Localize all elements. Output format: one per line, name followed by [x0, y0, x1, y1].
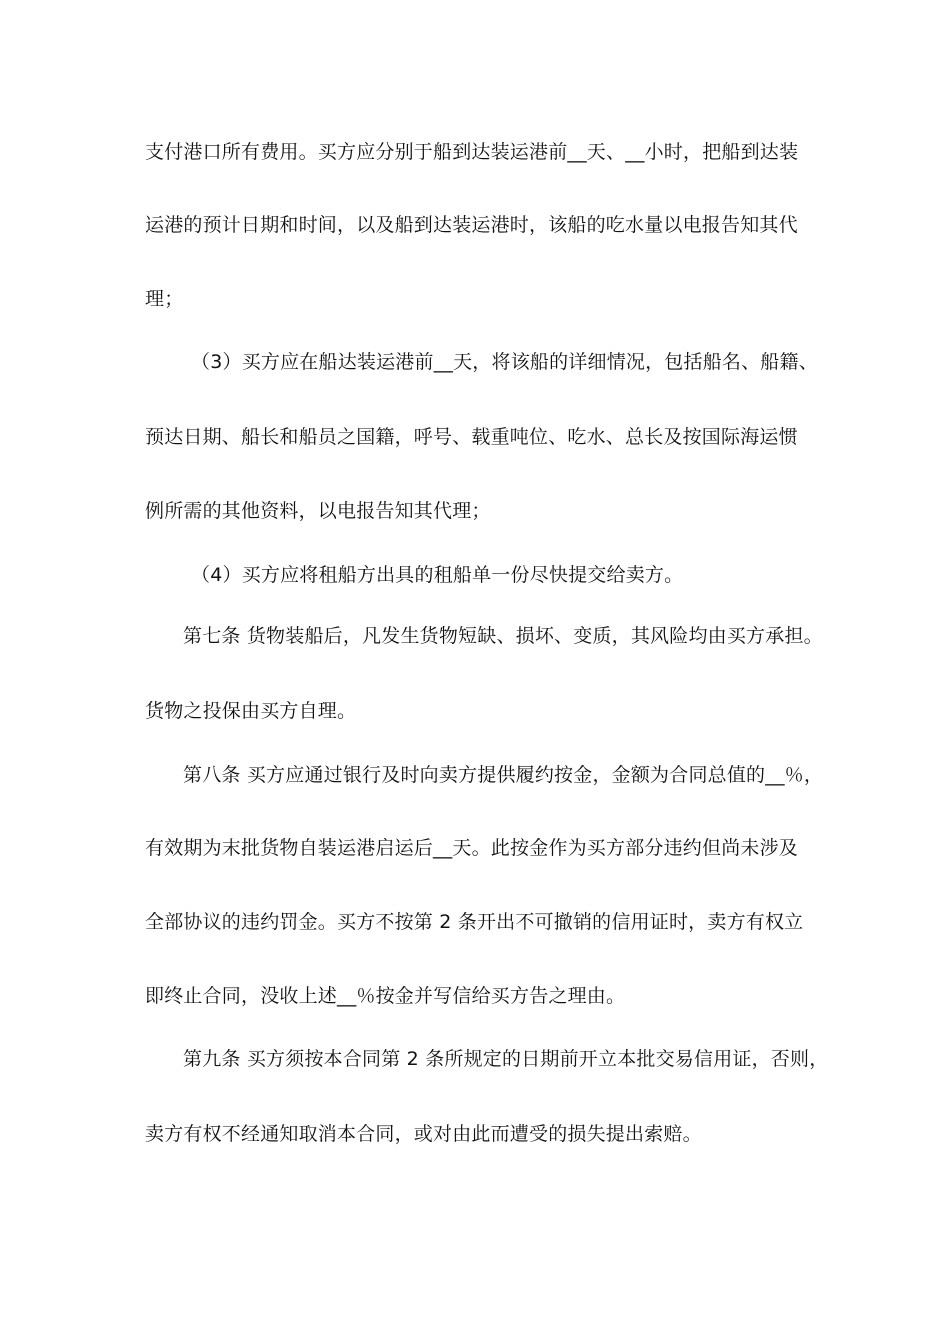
text-line: 理； [145, 288, 184, 310]
text-line: 第七条 货物装船后，凡发生货物短缺、损坏、变质，其风险均由买方承担。 [183, 625, 823, 647]
text-line: 第八条 买方应通过银行及时向卖方提供履约按金，金额为合同总值的__％， [183, 764, 824, 786]
text-line: （3）买方应在船达装运港前__天，将该船的详细情况，包括船名、船籍、 [191, 351, 818, 373]
text-line: 支付港口所有费用。买方应分别于船到达装运港前__天、__小时，把船到达装 [145, 141, 799, 163]
text-line: 例所需的其他资料，以电报告知其代理； [145, 500, 491, 522]
text-line: （4）买方应将租船方出具的租船单一份尽快提交给卖方。 [191, 564, 684, 586]
text-line: 第九条 买方须按本合同第 2 条所规定的日期前开立本批交易信用证，否则， [183, 1048, 829, 1070]
text-line: 预达日期、船长和船员之国籍，呼号、载重吨位、吃水、总长及按国际海运惯 [145, 426, 798, 448]
text-line: 货物之投保由买方自理。 [145, 700, 357, 722]
text-line: 即终止合同，没收上述__％按金并写信给买方告之理由。 [145, 985, 626, 1007]
text-line: 卖方有权不经通知取消本合同，或对由此而遭受的损失提出索赔。 [145, 1123, 702, 1145]
text-line: 全部协议的违约罚金。买方不按第 2 条开出不可撤销的信用证时，卖方有权立 [145, 911, 804, 933]
text-line: 有效期为末批货物自装运港启运后__天。此按金作为买方部分违约但尚未涉及 [145, 837, 799, 859]
text-line: 运港的预计日期和时间，以及船到达装运港时，该船的吃水量以电报告知其代 [145, 214, 798, 236]
